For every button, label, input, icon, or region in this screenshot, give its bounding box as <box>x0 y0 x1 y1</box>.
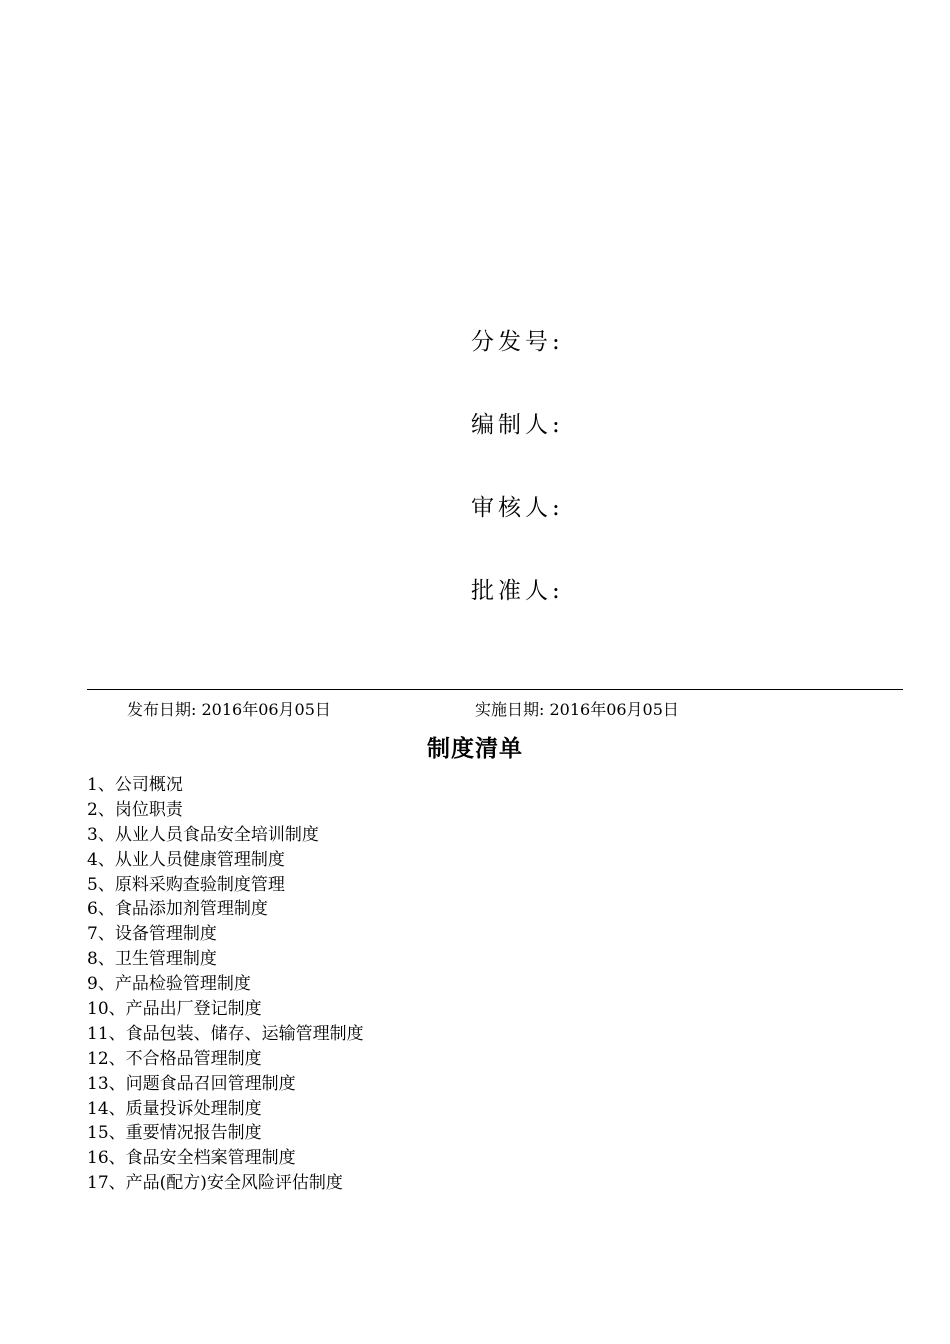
list-item: 12、不合格品管理制度 <box>87 1048 262 1069</box>
list-item: 17、产品(配方)安全风险评估制度 <box>87 1173 343 1194</box>
list-item: 9、产品检验管理制度 <box>87 974 251 995</box>
list-item: 11、食品包装、储存、运输管理制度 <box>87 1023 364 1044</box>
list-item: 16、食品安全档案管理制度 <box>87 1148 296 1169</box>
list-item: 4、从业人员健康管理制度 <box>87 849 285 870</box>
regulation-list <box>87 773 364 1196</box>
release-date: 发布日期: 2016年06月05日 <box>127 700 331 719</box>
distribution-number-label: 分发号: <box>471 329 564 355</box>
approved-by-label: 批准人: <box>471 578 564 604</box>
list-item: 10、产品出厂登记制度 <box>87 999 262 1020</box>
list-item: 8、卫生管理制度 <box>87 949 217 970</box>
list-item: 5、原料采购查验制度管理 <box>87 874 285 895</box>
list-item: 2、岗位职责 <box>87 799 183 820</box>
effective-date: 实施日期: 2016年06月05日 <box>475 700 679 719</box>
list-item: 15、重要情况报告制度 <box>87 1123 262 1144</box>
horizontal-divider <box>87 689 903 690</box>
list-item: 3、从业人员食品安全培训制度 <box>87 824 319 845</box>
regulation-list-title: 制度清单 <box>427 735 523 762</box>
compiled-by-label: 编制人: <box>471 412 564 438</box>
signature-block <box>471 322 771 654</box>
list-item: 7、设备管理制度 <box>87 924 217 945</box>
list-item: 13、问题食品召回管理制度 <box>87 1073 296 1094</box>
list-item: 1、公司概况 <box>87 775 183 795</box>
list-item: 6、食品添加剂管理制度 <box>87 899 268 920</box>
reviewed-by-label: 审核人: <box>471 495 564 521</box>
list-item: 14、质量投诉处理制度 <box>87 1098 262 1119</box>
